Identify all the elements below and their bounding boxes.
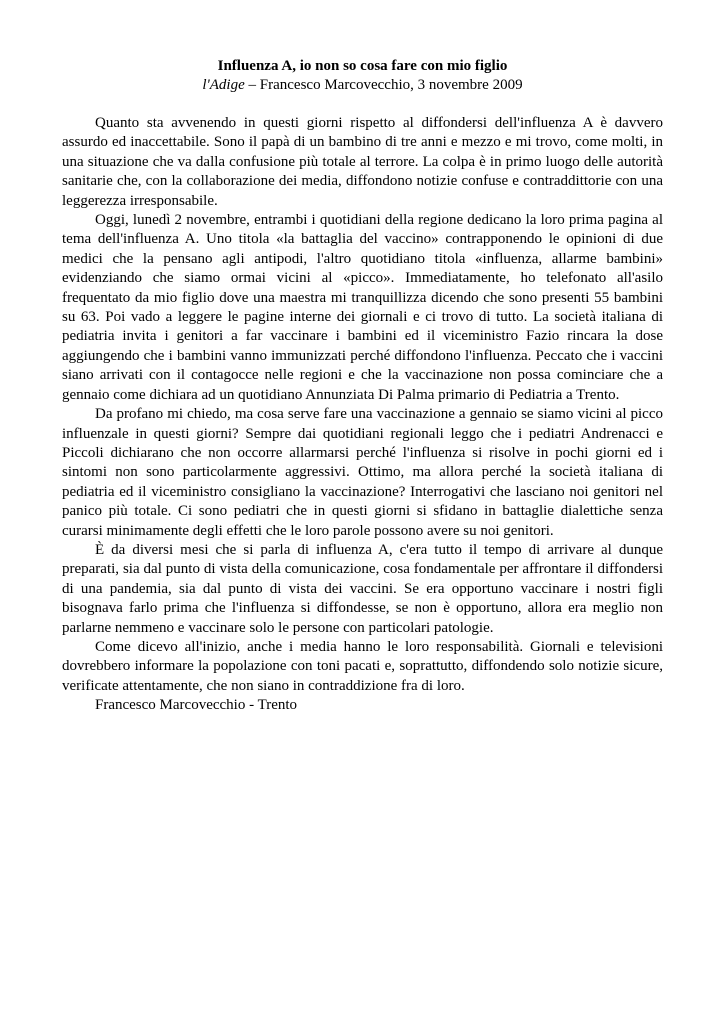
paragraph-preparation: È da diversi mesi che si parla di influenza A, c'era tutto il tempo di arrivare al dunque preparati, sia dal punto di vista della comunicazione, cosa fondamentale per affrontare il diffondersi di una pandemia, sia dal punto di vista dei vaccini. Se era opportuno vaccinare i nostri figli bisognava farlo prima che l'influenza si diffondesse, se non è opportuno, allora era meglio non parlarne nemmeno e vaccinare solo le persone con particolari patologie. — [62, 541, 663, 636]
paragraph-signature: Francesco Marcovecchio - Trento — [95, 697, 298, 714]
paragraph-questions: Da profano mi chiedo, ma cosa serve fare una vaccinazione a gennaio se siamo vicini al picco influenzale in questi giorni? Sempre dai quotidiani regionali leggo che i pediatri Andrenacci e Piccoli dichiarano che non occorre allarmarsi perché l'influenza si risolve in pochi giorni ed i sintomi non sono particolarmente aggressivi. Ottimo, ma allora perché la società italiana di pediatria ed il viceministro consigliano la vaccinazione? Interrogativi che lasciano noi genitori nel panico più totale. Ci sono pediatri che in questi giorni si sfidano in battaglie dialettiche senza curarsi minimamente degli effetti che le loro parole possono avere su noi genitori. — [62, 406, 663, 539]
paragraph-intro: Quanto sta avvenendo in questi giorni rispetto al diffondersi dell'influenza A è davvero assurdo ed inaccettabile. Sono il papà di un bambino di tre anni e mezzo e mi trovo, come molti, in una situazione che va dalla confusione più totale al terrore. La colpa è in primo luogo delle autorità sanitarie che, con la collaborazione dei media, diffondono notizie confuse e contraddittorie con una leggerezza irresponsabile. — [62, 115, 663, 209]
article-body — [62, 114, 663, 716]
article-title: Influenza A, io non so cosa fare con mio figlio — [217, 58, 508, 74]
paragraph-newspapers: Oggi, lunedì 2 novembre, entrambi i quotidiani della regione dedicano la loro prima pagina al tema dell'influenza A. Uno titola «la battaglia del vaccino» contrapponendo le opinioni di due medici che la pensano agli antipodi, l'altro quotidiano titola «influenza, allarme bambini» evidenziando che siamo ormai vicini al «picco». Immediatamente, ho telefonato all'asilo frequentato da mio figlio dove una maestra mi tranquillizza dicendo che sono presenti 55 bambini su 63. Poi vado a leggere le pagine interne dei giornali e ci trovo di tutto. La società italiana di pediatria invita i genitori a far vaccinare i bambini ed il viceministro Fazio rincara la dose aggiungendo che i bambini vanno immunizzati perché diffondono l'influenza. Peccato che i vaccini siano arrivati con il contagocce nelle regioni e che la vaccinazione non possa cominciare che a gennaio come dichiara ad un quotidiano Annunziata Di Palma primario di Pediatria a Trento. — [62, 212, 663, 403]
article-byline — [62, 76, 663, 95]
paragraph-media: Come dicevo all'inizio, anche i media hanno le loro responsabilità. Giornali e televisioni dovrebbero informare la popolazione con toni pacati e, soprattutto, diffondendo solo notizie sicure, verificate attentamente, che non siano in contraddizione fra di loro. — [62, 638, 663, 694]
source-name: l'Adige — [202, 77, 245, 93]
byline-author-date: – Francesco Marcovecchio, 3 novembre 2009 — [244, 77, 523, 93]
